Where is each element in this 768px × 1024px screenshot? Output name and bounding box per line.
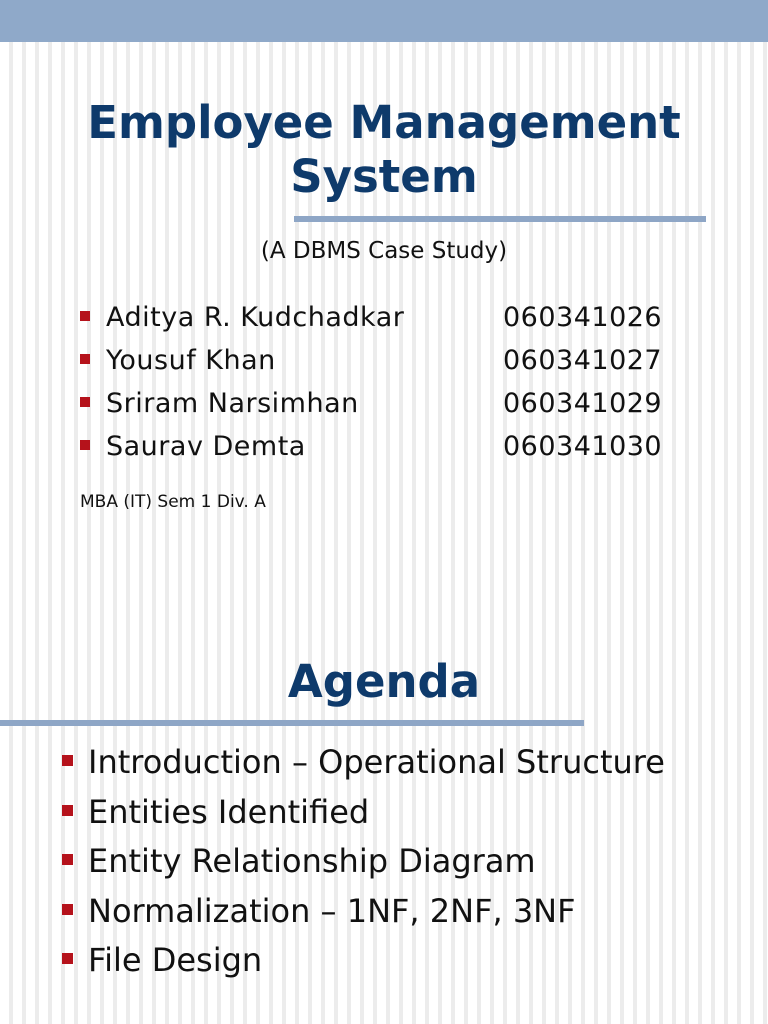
square-bullet-icon xyxy=(62,953,73,964)
square-bullet-icon xyxy=(62,904,73,915)
member-roll-number: 060341027 xyxy=(503,345,663,376)
member-roll-number: 060341026 xyxy=(503,302,663,333)
square-bullet-icon xyxy=(80,311,90,321)
member-name: Aditya R. Kudchadkar xyxy=(106,302,405,333)
member-name: Saurav Demta xyxy=(106,431,306,462)
title-line-2: System xyxy=(290,150,478,203)
title-underline xyxy=(294,216,706,222)
agenda-title: Agenda xyxy=(287,655,481,708)
square-bullet-icon xyxy=(80,440,90,450)
member-roll-number: 060341030 xyxy=(503,431,663,462)
member-name: Yousuf Khan xyxy=(106,345,276,376)
header-bar xyxy=(0,0,768,42)
slide-title xyxy=(20,96,748,204)
member-name: Sriram Narsimhan xyxy=(106,388,359,419)
square-bullet-icon xyxy=(62,805,73,816)
member-roll-number: 060341029 xyxy=(503,388,663,419)
square-bullet-icon xyxy=(62,755,73,766)
agenda-item-label: File Design xyxy=(88,941,263,979)
course-info: MBA (IT) Sem 1 Div. A xyxy=(80,492,266,512)
square-bullet-icon xyxy=(80,354,90,364)
slide-subtitle: (A DBMS Case Study) xyxy=(260,238,508,264)
agenda-item-label: Entities Identified xyxy=(88,792,370,831)
square-bullet-icon xyxy=(62,854,73,865)
agenda-item-label: Normalization – 1NF, 2NF, 3NF xyxy=(88,891,576,930)
agenda-underline xyxy=(0,720,584,726)
agenda-item-label: Entity Relationship Diagram xyxy=(88,842,536,880)
agenda-slide xyxy=(0,576,768,1024)
agenda-item-label: Introduction – Operational Structure xyxy=(88,743,665,781)
square-bullet-icon xyxy=(80,397,90,407)
title-line-1: Employee Management xyxy=(87,96,681,149)
